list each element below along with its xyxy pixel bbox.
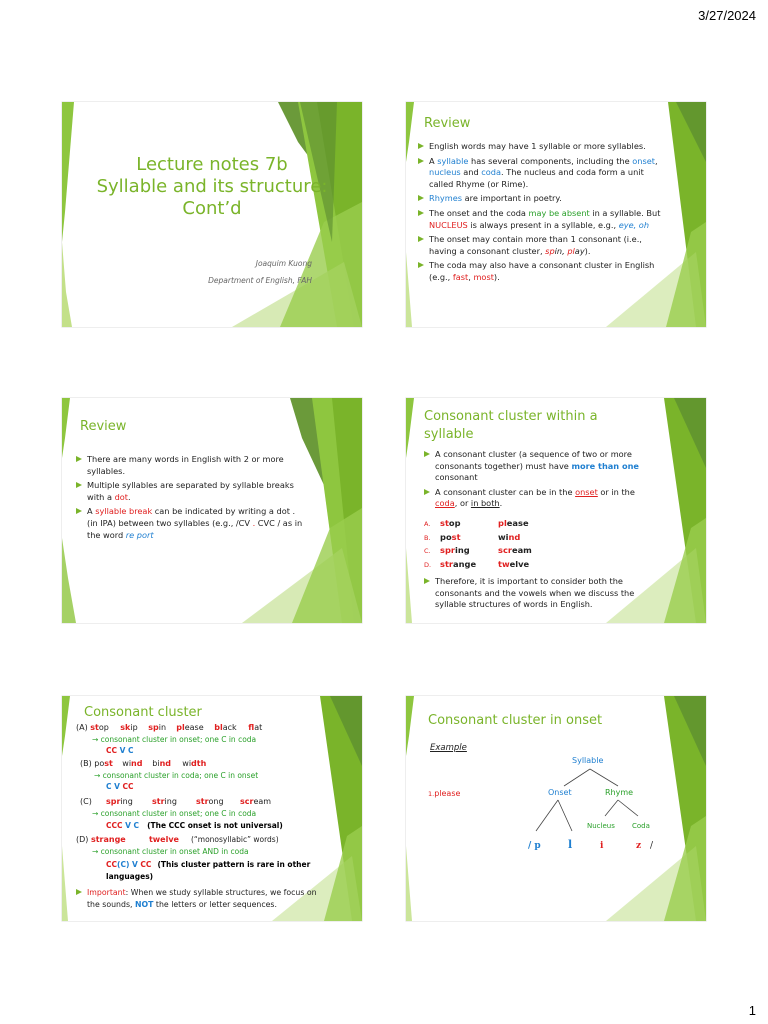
text: A — [87, 506, 96, 517]
rest: in — [158, 723, 167, 732]
text: The onset and the coda — [429, 207, 529, 218]
text: The coda may also have a consonant cluster in English (e.g., — [429, 260, 655, 282]
slide-1-title — [62, 154, 362, 220]
row-c-words — [80, 797, 271, 806]
cluster: str — [152, 797, 165, 806]
row-a-note: → consonant cluster in onset; one C in coda — [92, 735, 257, 744]
text: has several components, including the — [468, 155, 633, 166]
text: A consonant cluster can be in the — [435, 486, 576, 497]
bullet — [76, 506, 304, 541]
row-c-note: → consonant cluster in onset; one C in coda — [92, 809, 257, 818]
rest: wi — [182, 759, 192, 768]
example-rows — [424, 517, 532, 571]
bullet — [418, 208, 668, 231]
term-rhymes: Rhymes — [429, 193, 463, 204]
term-onset: onset — [632, 155, 655, 166]
pattern-cc2: CC — [140, 860, 152, 869]
text: and — [460, 167, 482, 178]
cluster: pl — [567, 245, 575, 256]
row-label: (B) — [80, 759, 95, 768]
pattern-c: C — [128, 746, 134, 755]
pattern-c: C — [133, 821, 140, 830]
slide-5-title: Consonant cluster — [84, 705, 202, 720]
cluster: st — [440, 518, 449, 528]
pattern-cc: CC — [106, 746, 118, 755]
pattern-v: V — [122, 821, 134, 830]
slide-5-important — [76, 887, 326, 913]
bullet — [76, 454, 304, 477]
title-line: Consonant cluster within a — [424, 409, 598, 424]
slide-4-title — [424, 408, 598, 444]
rest: ease — [506, 518, 529, 528]
rest: op — [98, 723, 109, 732]
row-label: (C) — [80, 797, 92, 806]
row-b-pattern — [106, 782, 134, 791]
phon-close: / — [650, 841, 654, 851]
text: , — [654, 155, 658, 166]
cluster: scr — [498, 545, 512, 555]
bullet — [418, 234, 668, 257]
bullet — [418, 156, 668, 191]
slide-1 — [62, 102, 362, 327]
row-label: (A) — [76, 723, 91, 732]
slide-2-bullets — [418, 141, 668, 287]
term-absent: may be absent — [528, 207, 590, 218]
term-coda: coda — [481, 167, 501, 178]
term-nucleus-caps: NUCLEUS — [429, 219, 468, 230]
cluster: spr — [106, 797, 121, 806]
cluster: fl — [248, 723, 255, 732]
word-twelve: twelve — [148, 835, 179, 844]
node-rhyme: Rhyme — [605, 788, 634, 797]
example: eye, oh — [618, 219, 650, 230]
cluster: st — [104, 759, 113, 768]
text: are important in poetry. — [462, 193, 562, 204]
department: Department of English, FAH — [208, 276, 312, 285]
text: Multiple syllables are separated by syllable breaks with a — [87, 480, 294, 502]
cluster: sk — [120, 723, 131, 732]
text: ay — [574, 245, 585, 256]
rest: ing — [120, 797, 133, 806]
slide-4-bullets-bottom — [424, 576, 656, 614]
rest: eam — [253, 797, 272, 806]
term-dot: dot — [114, 491, 129, 502]
pattern-c: C — [106, 782, 112, 791]
example-row — [424, 544, 532, 558]
cluster: scr — [240, 797, 254, 806]
term-nucleus: nucleus — [429, 167, 461, 178]
cluster: tw — [498, 558, 510, 569]
row-label: A. — [424, 520, 431, 528]
slide-6-title: Consonant cluster in onset — [428, 713, 603, 728]
text: There are many words in English with 2 or more syllables. — [87, 454, 284, 476]
phon-i: i — [600, 841, 604, 851]
example-label: Example — [430, 743, 467, 753]
row-label: B. — [424, 533, 431, 542]
pattern-v: V — [129, 860, 141, 869]
pattern-c-optional: (C) — [117, 860, 130, 869]
text: or in the — [597, 486, 635, 497]
term-not: NOT — [134, 899, 154, 909]
rest: po — [94, 759, 105, 768]
phon-l: l — [568, 838, 573, 851]
text: , — [468, 271, 474, 282]
bullet — [424, 576, 656, 611]
text: The onset may contain more than 1 consonant (i.e., having a consonant cluster, — [429, 234, 642, 256]
slide-3 — [62, 398, 362, 623]
pattern-v: V — [117, 746, 129, 755]
cluster: st — [451, 531, 461, 542]
node-coda: Coda — [632, 822, 650, 830]
slide-3-bullets — [76, 454, 304, 544]
text: the letters or letter sequences. — [153, 899, 277, 909]
title-line: Syllable and its structure: — [96, 176, 328, 197]
example-report: re port — [125, 529, 154, 540]
rest: at — [254, 723, 263, 732]
text: is always present in a syllable, e.g., — [467, 219, 619, 230]
comment: (“monosyllabic” words) — [190, 835, 279, 844]
row-b-words — [80, 759, 206, 768]
node-onset: Onset — [548, 788, 572, 797]
example-most: most — [473, 271, 494, 282]
rest: eam — [511, 545, 532, 555]
row-label: D. — [424, 560, 432, 569]
example-fast: fast — [452, 271, 469, 282]
bullet — [424, 449, 654, 484]
slide-5 — [62, 696, 362, 921]
term-coda: coda — [435, 498, 455, 509]
row-d-note: → consonant cluster in onset AND in coda — [92, 847, 249, 856]
text: CVC / as in the word — [87, 517, 303, 540]
author: Joaquim Kuong — [255, 259, 312, 268]
rest: op — [448, 518, 461, 528]
slide-4-bullets-top — [424, 449, 654, 513]
bullet — [76, 887, 326, 910]
bullet — [418, 260, 668, 283]
rest: ip — [130, 723, 138, 732]
term-more-than-one: more than one — [571, 460, 639, 471]
slide-6 — [406, 696, 706, 921]
text: . (in IPA) between two syllables (e.g., /CV — [87, 506, 296, 528]
row-label: C. — [424, 547, 431, 555]
header-date: 3/27/2024 — [698, 8, 756, 23]
cluster: pl — [498, 518, 507, 528]
syllable-tree — [406, 696, 706, 921]
slide-3-title: Review — [80, 419, 127, 434]
phon-open: / p — [528, 841, 541, 851]
slide-2-title: Review — [424, 116, 471, 131]
pattern-cc: CC — [122, 782, 134, 791]
rest: ing — [454, 545, 470, 555]
text: English words may have 1 syllable or more syllables. — [429, 141, 646, 151]
row-a-words — [76, 723, 262, 732]
bullet — [424, 487, 654, 510]
term-syllable-break: syllable break — [95, 506, 153, 517]
text: : When we study syllable structures, we focus on the sounds, — [87, 888, 317, 909]
slide-2 — [406, 102, 706, 327]
comment: (The CCC onset is not universal) — [147, 821, 283, 830]
cluster: nd — [131, 759, 143, 768]
page-number: 1 — [748, 1003, 756, 1018]
cluster: sp — [545, 245, 555, 256]
rest: elve — [509, 558, 530, 569]
row-c-pattern — [106, 821, 283, 830]
row-b-note: → consonant cluster in coda; one C in onset — [94, 771, 259, 780]
cluster: spr — [440, 545, 455, 555]
pattern-v: V — [111, 782, 123, 791]
rest: ack — [222, 723, 237, 732]
node-syllable: Syllable — [572, 756, 604, 765]
rest: ing — [164, 797, 177, 806]
example-row — [424, 517, 532, 531]
cluster: str — [196, 797, 209, 806]
text: . — [499, 498, 503, 509]
cluster: str — [440, 558, 453, 569]
item-word: please — [434, 789, 461, 798]
text: . The nucleus and coda form a unit called Rhyme (or Rime). — [429, 167, 644, 189]
item-number: 1. — [428, 790, 435, 798]
phon-z: z — [636, 841, 642, 851]
text: . — [128, 491, 131, 502]
text: can be indicated by writing a dot — [152, 506, 290, 517]
cluster: dth — [191, 759, 207, 768]
title-line: Cont’d — [182, 198, 242, 219]
slide-4 — [406, 398, 706, 623]
example-row — [424, 558, 532, 572]
term-syllable: syllable — [437, 155, 469, 166]
example-row — [424, 531, 532, 545]
rest: ong — [208, 797, 224, 806]
row-label: (D) — [76, 835, 91, 844]
text: ). — [493, 271, 500, 282]
term-in-both: in both — [470, 498, 500, 509]
cluster: st — [90, 723, 99, 732]
title-line: Lecture notes 7b — [136, 154, 288, 175]
text: in a syllable. But — [589, 207, 661, 218]
row-a-pattern — [106, 746, 134, 755]
pattern-cc: CC — [106, 860, 118, 869]
text: Therefore, it is important to consider both the consonants and the vowels when we discuss the syllable structures of words in English. — [435, 576, 635, 610]
bullet — [418, 193, 668, 205]
row-d-pattern — [106, 859, 326, 883]
pattern-ccc: CCC — [106, 821, 123, 830]
important-label: Important — [87, 888, 126, 897]
bullet — [418, 141, 668, 153]
text: , or — [454, 498, 471, 509]
cluster: nd — [159, 759, 172, 768]
comment: (This cluster pattern is rare in other languages) — [106, 860, 311, 881]
row-d-words — [76, 835, 279, 844]
word-strange: strange — [90, 835, 126, 844]
rest: wi — [498, 531, 509, 542]
rest: wi — [122, 759, 132, 768]
text: ). — [584, 245, 591, 256]
cluster: sp — [148, 723, 159, 732]
text: A — [429, 155, 438, 166]
text: consonant — [435, 472, 478, 483]
rest: po — [440, 531, 452, 542]
cluster: bl — [214, 723, 223, 732]
cluster: pl — [176, 723, 185, 732]
cluster: nd — [508, 531, 521, 542]
node-nucleus: Nucleus — [587, 822, 615, 830]
term-onset: onset — [575, 486, 598, 497]
rest: bi — [152, 759, 160, 768]
rest: ange — [453, 558, 477, 569]
text: in, — [554, 245, 568, 256]
text: A consonant cluster (a sequence of two or more consonants together) must have — [435, 449, 632, 471]
ipa-dot: . — [252, 517, 256, 528]
bullet — [76, 480, 304, 503]
title-line: syllable — [424, 427, 474, 442]
rest: ease — [184, 723, 204, 732]
